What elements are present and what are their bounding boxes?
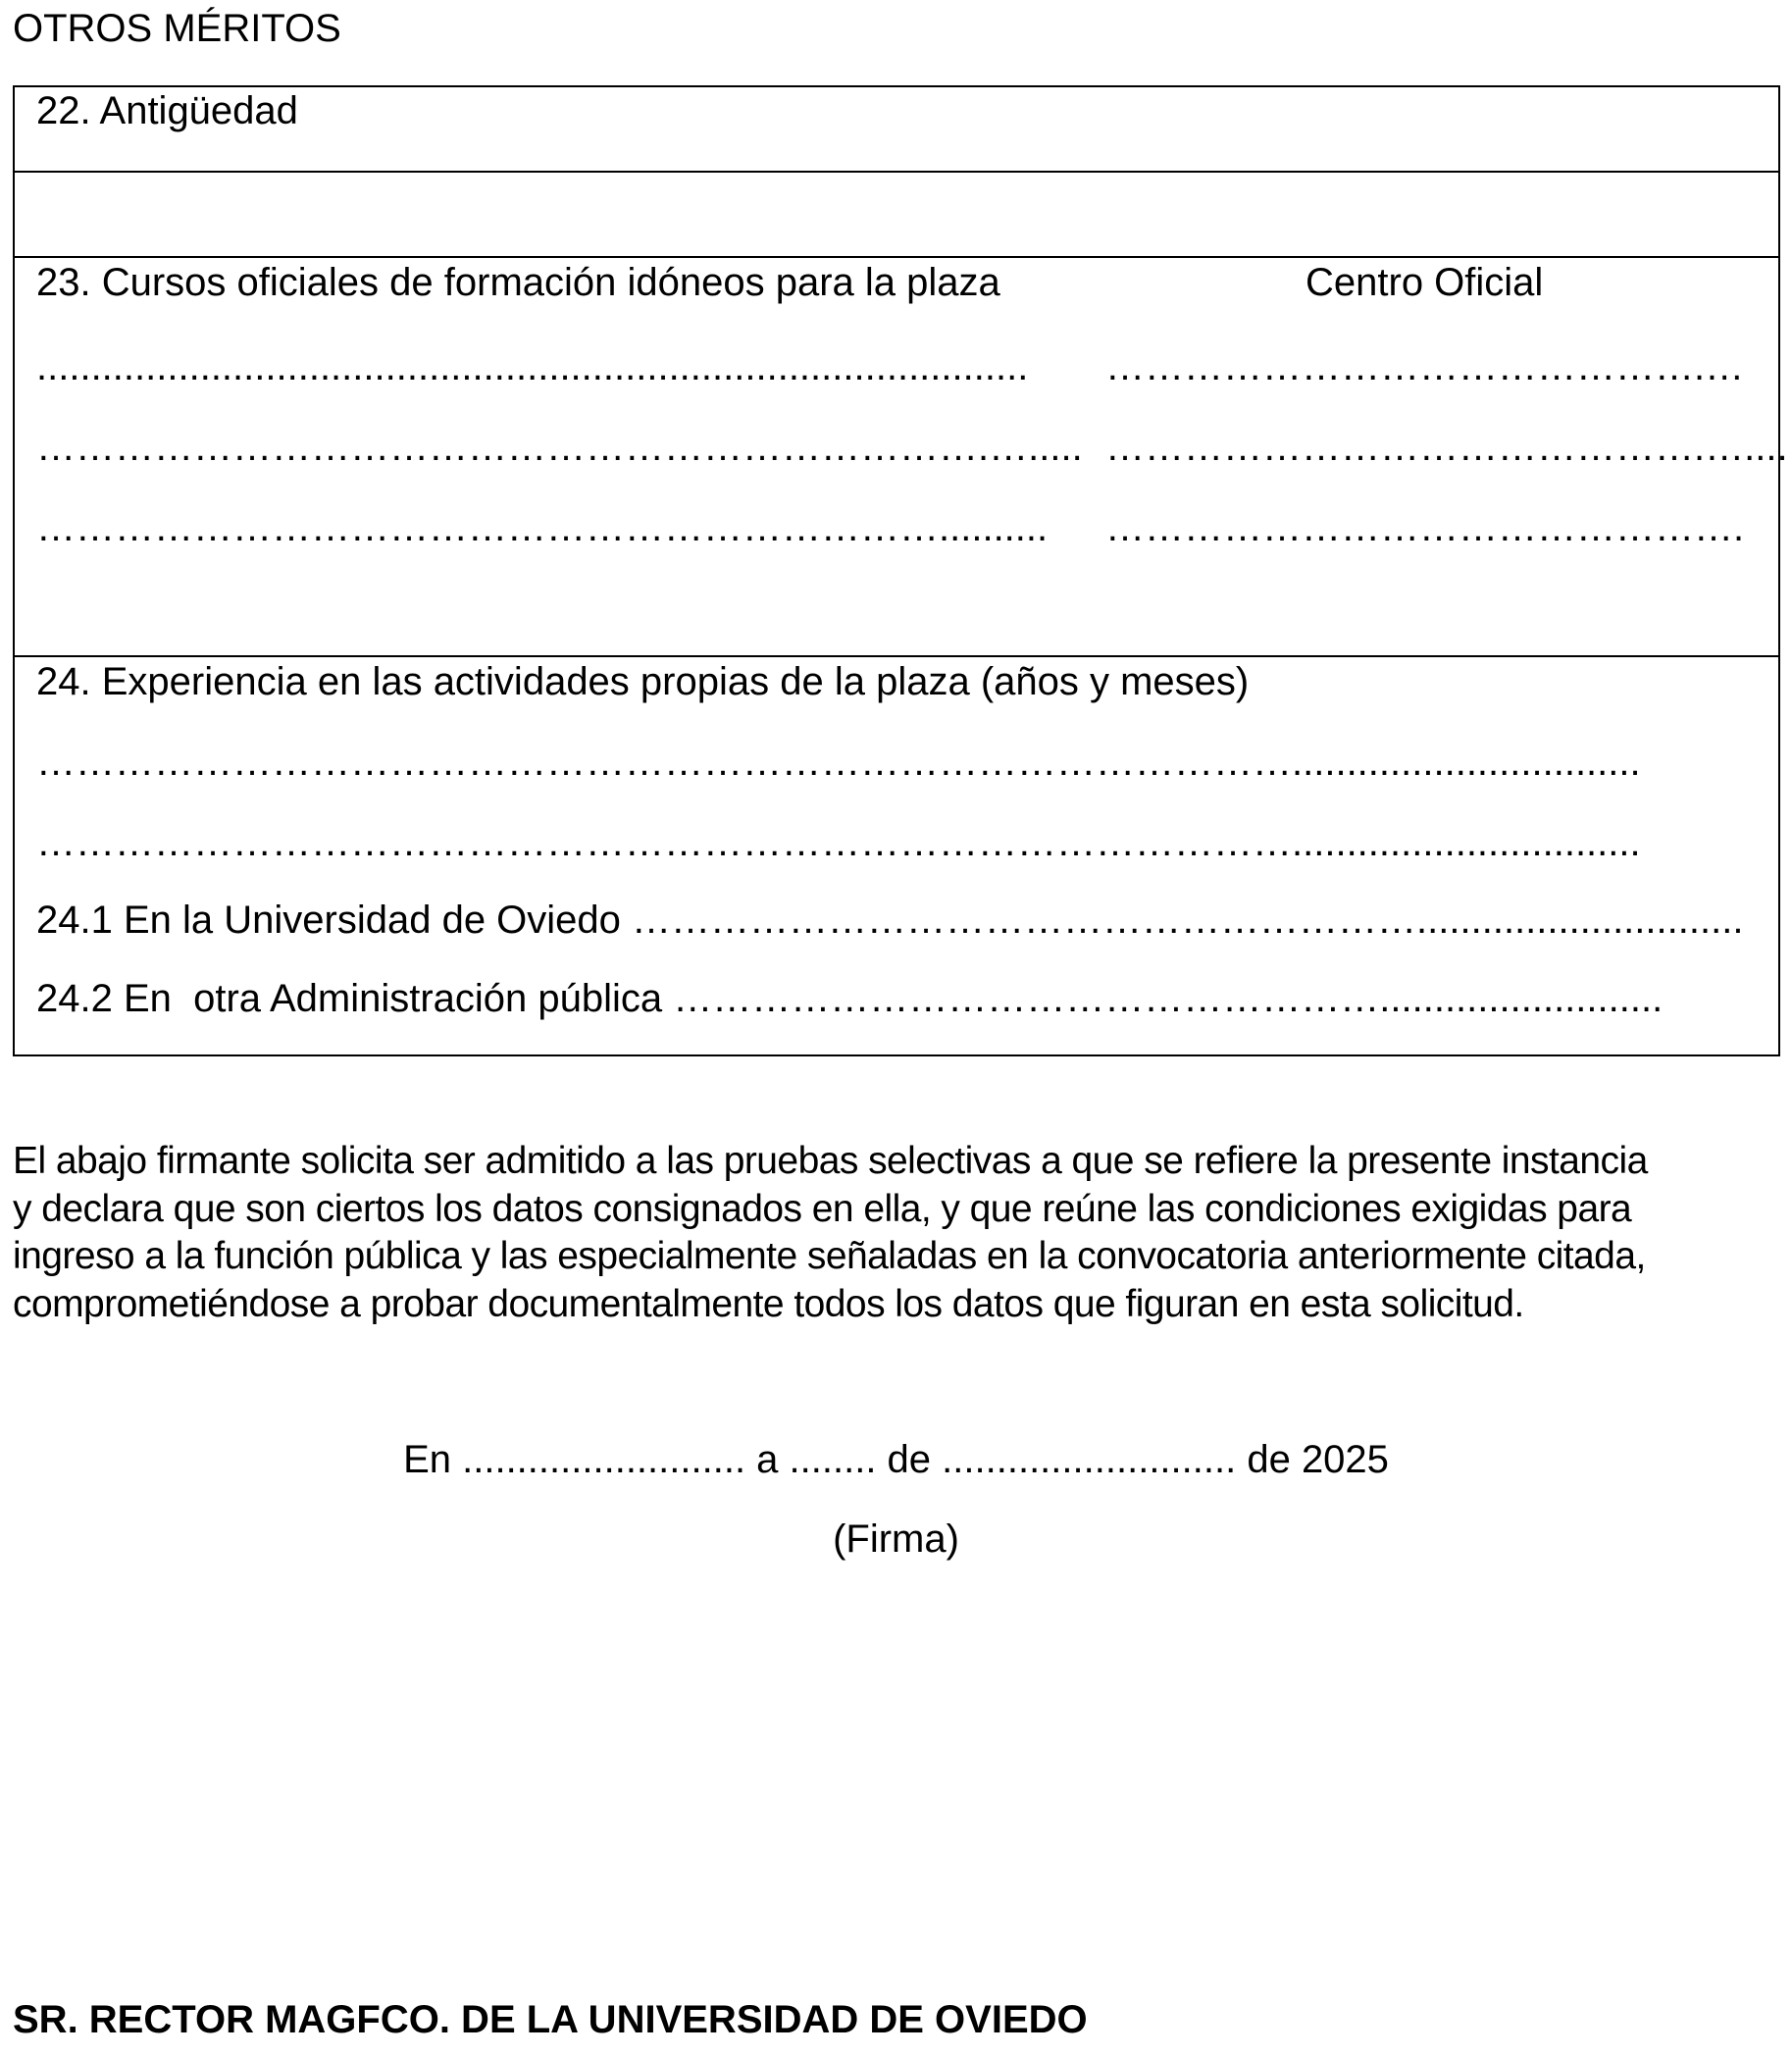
- declaration-line: y declara que son ciertos los datos consignados en ella, y que reúne las condiciones exigidas para: [13, 1187, 1632, 1230]
- row-divider-3: [13, 655, 1780, 657]
- item-23-label: 23. Cursos oficiales de formación idóneos para la plaza: [36, 261, 1000, 304]
- item-24-label: 24. Experiencia en las actividades propias de la plaza (años y meses): [36, 660, 1250, 703]
- item-22-input-row[interactable]: [15, 173, 1778, 256]
- course-line-2[interactable]: ……………………………………………………………….….....: [36, 426, 1083, 469]
- center-line-3[interactable]: ………………………………………….: [1105, 506, 1745, 549]
- center-line-2[interactable]: ……………………………………….…....: [1105, 426, 1788, 469]
- experience-university-oviedo[interactable]: 24.1 En la Universidad de Oviedo ……………………………………………………..............................: [36, 899, 1744, 942]
- item-22-label: 22. Antigüedad: [36, 89, 298, 132]
- experience-line-2[interactable]: ……………………………………………………………………………………................................: [36, 821, 1641, 864]
- place-date-line[interactable]: En .......................... a ........ de ........................... de 2025: [403, 1438, 1389, 1481]
- box-border-right: [1778, 85, 1780, 1056]
- row-divider-2: [13, 256, 1780, 258]
- signature-label: (Firma): [833, 1517, 959, 1561]
- declaration-paragraph: [13, 1138, 1788, 1328]
- box-border-bottom: [13, 1054, 1780, 1056]
- declaration-line: comprometiéndose a probar documentalmente todos los datos que figuran en esta solicitud.: [13, 1282, 1524, 1325]
- experience-other-administration[interactable]: 24.2 En otra Administración pública ………………………………………………..........................: [36, 977, 1664, 1020]
- declaration-line: El abajo firmante solicita ser admitido a las pruebas selectivas a que se refiere la presente instancia: [13, 1140, 1648, 1182]
- box-border-top: [13, 85, 1780, 87]
- course-line-3[interactable]: ……………………………………………………………..........: [36, 506, 1049, 549]
- section-title: OTROS MÉRITOS: [13, 7, 341, 50]
- experience-line-1[interactable]: ……………………………………………………………………………………................................: [36, 741, 1641, 784]
- center-line-1[interactable]: ……………………………………….…: [1105, 345, 1745, 388]
- course-line-1[interactable]: ...........................................................................................: [36, 345, 1029, 388]
- declaration-line: ingreso a la función pública y las especialmente señaladas en la convocatoria anteriormente citada,: [13, 1235, 1646, 1277]
- centro-oficial-header: Centro Oficial: [1306, 261, 1544, 304]
- addressee: SR. RECTOR MAGFCO. DE LA UNIVERSIDAD DE OVIEDO: [13, 1998, 1088, 2041]
